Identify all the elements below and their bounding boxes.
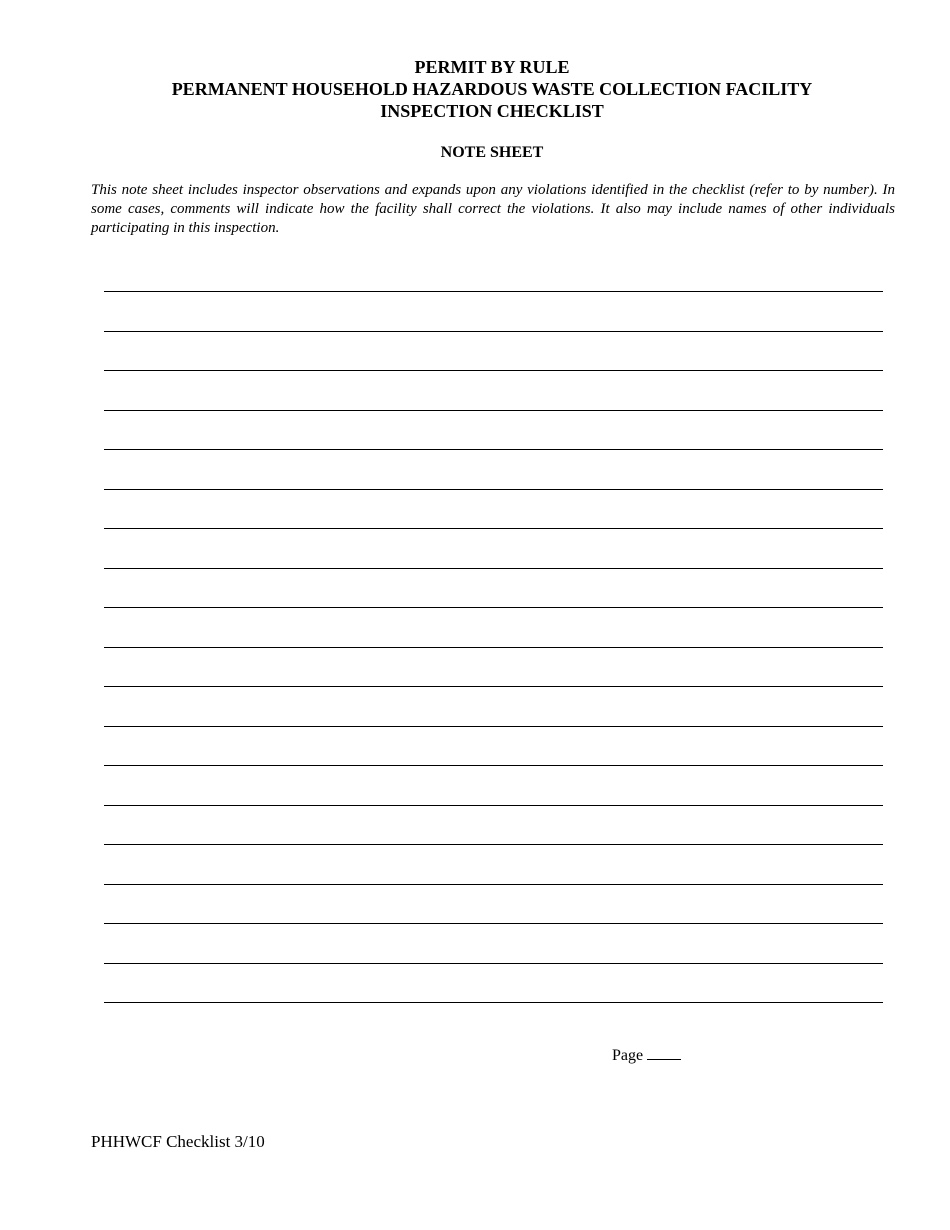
intro-paragraph: This note sheet includes inspector observations and expands upon any violations identified in the checklist (refer to by number). In some cases, comments will indicate how the facility shall correct the violations. It also may include names of other individuals participating in this inspection. [91, 182, 895, 236]
note-line[interactable] [104, 963, 883, 964]
note-line[interactable] [104, 331, 883, 332]
note-line[interactable] [104, 805, 883, 806]
note-line[interactable] [104, 607, 883, 608]
note-line[interactable] [104, 647, 883, 648]
note-line[interactable] [104, 923, 883, 924]
notes-writing-area[interactable] [104, 291, 883, 1011]
page-label: Page [612, 1047, 644, 1064]
note-line[interactable] [104, 765, 883, 766]
note-line[interactable] [104, 370, 883, 371]
note-line[interactable] [104, 686, 883, 687]
note-line[interactable] [104, 449, 883, 450]
note-line[interactable] [104, 844, 883, 845]
document-title [0, 56, 950, 122]
note-line[interactable] [104, 726, 883, 727]
title-line-permit-by-rule: PERMIT BY RULE [414, 57, 570, 77]
note-sheet-heading: NOTE SHEET [440, 144, 544, 161]
note-line[interactable] [104, 1002, 883, 1003]
form-footer-id: PHHWCF Checklist 3/10 [91, 1132, 265, 1151]
page-number-blank[interactable] [647, 1045, 681, 1060]
note-line[interactable] [104, 489, 883, 490]
note-line[interactable] [104, 291, 883, 292]
note-line[interactable] [104, 568, 883, 569]
note-line[interactable] [104, 884, 883, 885]
page-number-field [612, 1045, 681, 1066]
title-line-inspection-checklist: INSPECTION CHECKLIST [380, 101, 604, 121]
title-line-facility-name: PERMANENT HOUSEHOLD HAZARDOUS WASTE COLLECTION FACILITY [171, 79, 813, 99]
note-line[interactable] [104, 528, 883, 529]
note-line[interactable] [104, 410, 883, 411]
